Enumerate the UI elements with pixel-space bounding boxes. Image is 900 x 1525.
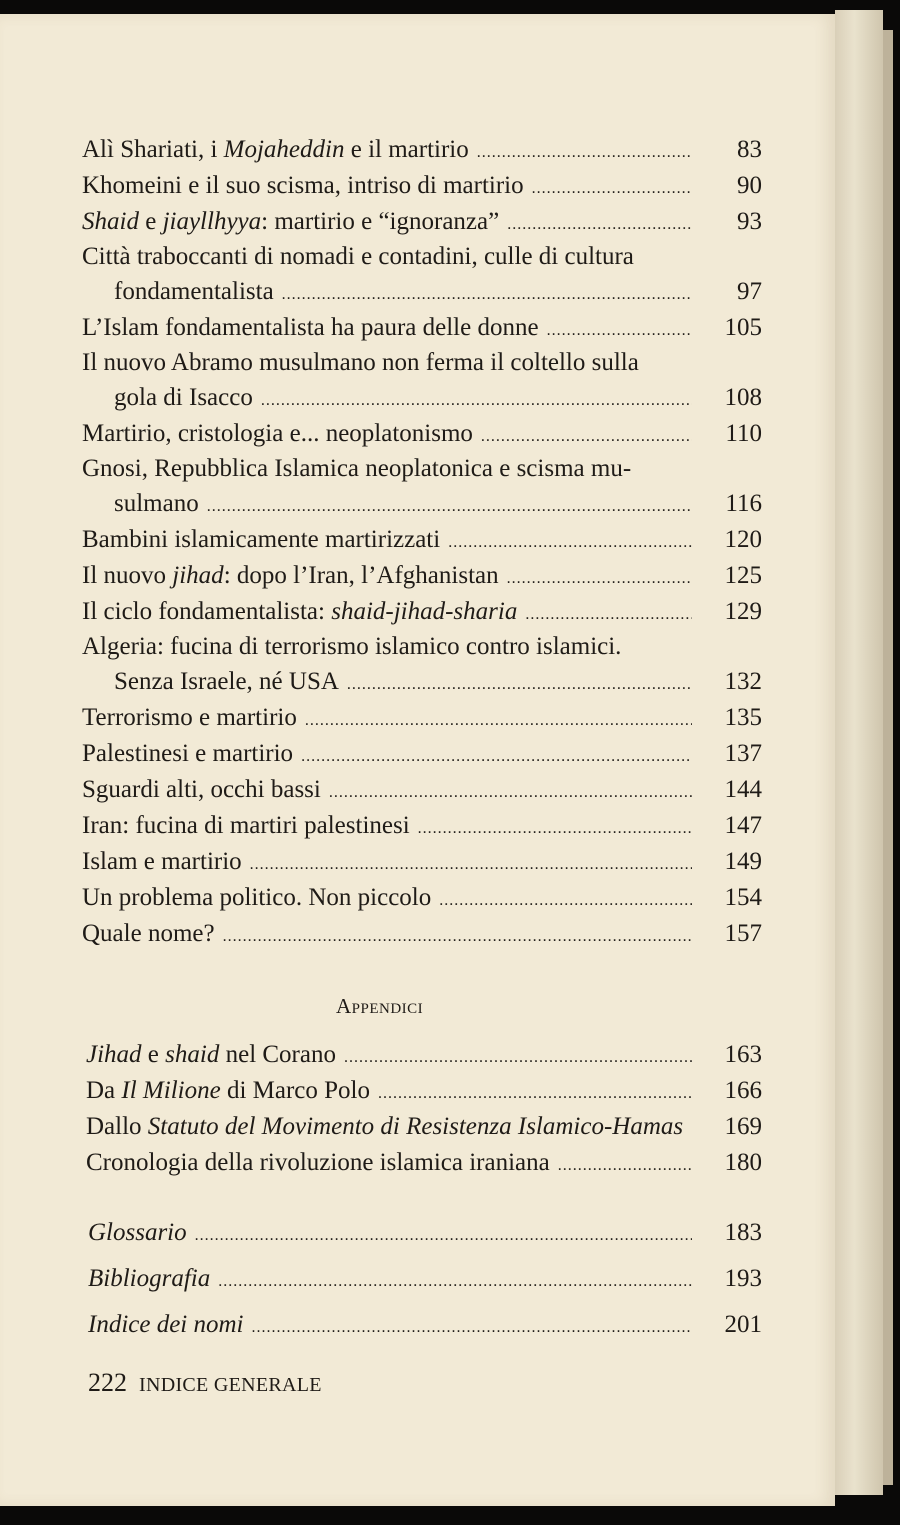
dot-leader [329, 775, 692, 811]
dot-leader [344, 1040, 692, 1076]
entry-title-italic: Indice dei nomi [88, 1311, 244, 1338]
entry-title-text: L’Islam fondamentalista ha paura delle donne [82, 314, 539, 341]
entry-title-text: e [141, 1041, 166, 1068]
entry-title-text: nel Corano [219, 1041, 336, 1068]
toc-entry-multiline [82, 630, 762, 700]
entry-title-italic: Il Milione [121, 1077, 221, 1104]
entry-title [82, 808, 410, 844]
toc-entry [82, 808, 762, 844]
toc-entry [82, 844, 762, 880]
page-footer [88, 1368, 322, 1398]
dot-leader [378, 1076, 692, 1112]
entry-page-number: 105 [724, 314, 762, 341]
entry-title [82, 700, 297, 736]
entry-title-italic: jiayllhyya [162, 208, 262, 235]
entry-title [82, 416, 473, 452]
dot-leader [195, 1213, 692, 1259]
entry-page-number: 169 [724, 1113, 762, 1140]
entry-page-number: 110 [725, 420, 762, 447]
entry-title-text: Islam e martirio [82, 848, 242, 875]
back-matter-list [88, 1210, 762, 1348]
entry-page-number: 149 [724, 848, 762, 875]
appendices-list [86, 1037, 762, 1181]
toc-entry-multiline [82, 240, 762, 310]
entry-title [82, 916, 215, 952]
toc-entry [82, 736, 762, 772]
entry-title [88, 1256, 210, 1302]
toc-entry [82, 274, 762, 310]
entry-page-number: 154 [724, 884, 762, 911]
entry-title [82, 736, 293, 772]
entry-page-number: 129 [724, 598, 762, 625]
entry-page-number: 166 [724, 1077, 762, 1104]
dot-leader [507, 561, 692, 597]
entry-page-number: 163 [724, 1041, 762, 1068]
entry-title [114, 274, 274, 310]
entry-page-number: 135 [724, 704, 762, 731]
toc-entry [82, 168, 762, 204]
dot-leader [218, 1259, 692, 1305]
entry-page-number: 137 [724, 740, 762, 767]
entry-title-text: e [138, 208, 163, 235]
entry-title-text: : dopo l’Iran, l’Afghanistan [223, 562, 499, 589]
entry-title-italic: shaid-jihad-sharia [331, 598, 518, 625]
dot-leader [282, 277, 692, 313]
dot-leader [558, 1148, 692, 1184]
toc-entry [82, 132, 762, 168]
toc-entry [82, 594, 762, 630]
dot-leader [347, 667, 692, 703]
entry-page-number: 132 [724, 668, 762, 695]
dot-leader [439, 883, 692, 919]
entry-title-text: sulmano [114, 490, 199, 517]
toc-entry [82, 700, 762, 736]
toc-entry [82, 380, 762, 416]
entry-title-text: Cronologia della rivoluzione islamica iraniana [86, 1149, 550, 1176]
entry-title-italic: Glossario [88, 1219, 187, 1246]
entry-title-text: gola di Isacco [114, 384, 253, 411]
entry-page-number: 144 [724, 776, 762, 803]
entry-page-number: 125 [724, 562, 762, 589]
entry-title-italic: shaid [165, 1041, 220, 1068]
entry-title [82, 310, 539, 346]
toc-entry [82, 772, 762, 808]
entry-page-number: 201 [724, 1311, 762, 1338]
toc-entry [82, 204, 762, 240]
dot-leader [250, 847, 692, 883]
dot-leader [532, 171, 692, 207]
entry-page-number: 157 [724, 920, 762, 947]
toc-entry [82, 916, 762, 952]
entry-title-text: Palestinesi e martirio [82, 740, 294, 767]
entry-page-number: 97 [737, 278, 762, 305]
entry-title-italic: Statuto del Movimento di Resistenza Islamico-Hamas [147, 1113, 684, 1140]
entry-title [82, 772, 321, 808]
toc-entry-multiline [82, 452, 762, 522]
entry-title-italic: Bibliografia [88, 1265, 211, 1292]
entry-page-number: 120 [724, 526, 762, 553]
dot-leader [525, 597, 692, 633]
entry-title-text: Quale nome? [82, 920, 215, 947]
entry-title-text: Martirio, cristologia e... neoplatonismo [82, 420, 473, 447]
entry-title-text: Dallo [86, 1113, 148, 1140]
dot-leader [207, 489, 692, 525]
toc-entry-multiline [82, 346, 762, 416]
entry-title [86, 1109, 683, 1145]
toc-entry [86, 1037, 762, 1073]
toc-entry [88, 1210, 762, 1256]
entry-title-text: : martirio e “ignoranza” [261, 208, 500, 235]
entry-page-number: 108 [724, 384, 762, 411]
entry-title [114, 664, 339, 700]
entry-title-text: Terrorismo e martirio [82, 704, 297, 731]
toc-entry [82, 664, 762, 700]
entry-page-number: 193 [724, 1265, 762, 1292]
dot-leader [477, 135, 692, 171]
entry-title-first-line: Il nuovo Abramo musulmano non ferma il coltello sulla [82, 349, 639, 376]
entry-title [82, 168, 524, 204]
dot-leader [547, 313, 692, 349]
entry-title-text: Khomeini e il suo scisma, intriso di martirio [82, 172, 524, 199]
footer-page-number: 222 [88, 1368, 127, 1397]
appendices-heading: Appendici [336, 994, 424, 1018]
entry-title [82, 594, 517, 630]
entry-page-number: 183 [724, 1219, 762, 1246]
entry-page-number: 180 [724, 1149, 762, 1176]
entry-title-text: Bambini islamicamente martirizzati [82, 526, 441, 553]
entry-title [86, 1037, 336, 1073]
toc-entry [82, 522, 762, 558]
entry-title-italic: Jihad [86, 1041, 142, 1068]
entry-title-first-line: Gnosi, Repubblica Islamica neoplatonica e scisma mu- [82, 455, 632, 482]
page-edge-shadow [883, 30, 893, 1485]
dot-leader [305, 703, 692, 739]
dot-leader [448, 525, 692, 561]
entry-page-number: 116 [725, 490, 762, 517]
dot-leader [418, 811, 692, 847]
entry-title-first-line: Città traboccanti di nomadi e contadini, culle di cultura [82, 243, 634, 270]
entry-title-text: Iran: fucina di martiri palestinesi [82, 812, 410, 839]
entry-title-italic: Shaid [82, 208, 139, 235]
dot-leader [223, 919, 692, 955]
dot-leader [301, 739, 692, 775]
dot-leader [252, 1305, 692, 1351]
entry-title [82, 522, 440, 558]
dot-leader [481, 419, 692, 455]
toc-entry [82, 416, 762, 452]
toc-entry [88, 1302, 762, 1348]
entry-title-text: Alì Shariati, i [82, 136, 224, 163]
entry-title-text: Senza Israele, né USA [114, 668, 339, 695]
entry-title-italic: jihad [172, 562, 224, 589]
entry-title-text: e il martirio [344, 136, 469, 163]
entry-title-text: Il nuovo [82, 562, 173, 589]
toc-entry [86, 1145, 762, 1181]
entry-title [114, 380, 253, 416]
table-of-contents [82, 132, 762, 952]
entry-title [82, 880, 431, 916]
toc-entry [88, 1256, 762, 1302]
toc-entry [82, 310, 762, 346]
toc-entry [86, 1073, 762, 1109]
entry-page-number: 93 [737, 208, 762, 235]
footer-running-title: INDICE GENERALE [139, 1374, 322, 1396]
entry-title-text: Un problema politico. Non piccolo [82, 884, 432, 911]
entry-title-text: Il ciclo fondamentalista: [82, 598, 332, 625]
entry-title [82, 204, 499, 240]
toc-entry [86, 1109, 762, 1145]
entry-page-number: 147 [724, 812, 762, 839]
entry-title [82, 844, 242, 880]
entry-title-italic: Mojaheddin [223, 136, 345, 163]
entry-title-first-line: Algeria: fucina di terrorismo islamico contro islamici. [82, 633, 622, 660]
entry-title [86, 1073, 370, 1109]
toc-entry [82, 880, 762, 916]
dot-leader [261, 383, 692, 419]
entry-title [88, 1210, 187, 1256]
entry-page-number: 83 [737, 136, 762, 163]
toc-entry [82, 486, 762, 522]
dot-leader [507, 207, 692, 243]
page-edge [835, 10, 883, 1495]
toc-entry [82, 558, 762, 594]
entry-title-text: fondamentalista [114, 278, 274, 305]
entry-title [114, 486, 199, 522]
entry-title-text: di Marco Polo [220, 1077, 370, 1104]
entry-page-number: 90 [737, 172, 762, 199]
entry-title [88, 1302, 244, 1348]
entry-title-text: Da [86, 1077, 122, 1104]
entry-title [82, 132, 469, 168]
entry-title-text: Sguardi alti, occhi bassi [82, 776, 321, 803]
entry-title [82, 558, 499, 594]
entry-title [86, 1145, 550, 1181]
